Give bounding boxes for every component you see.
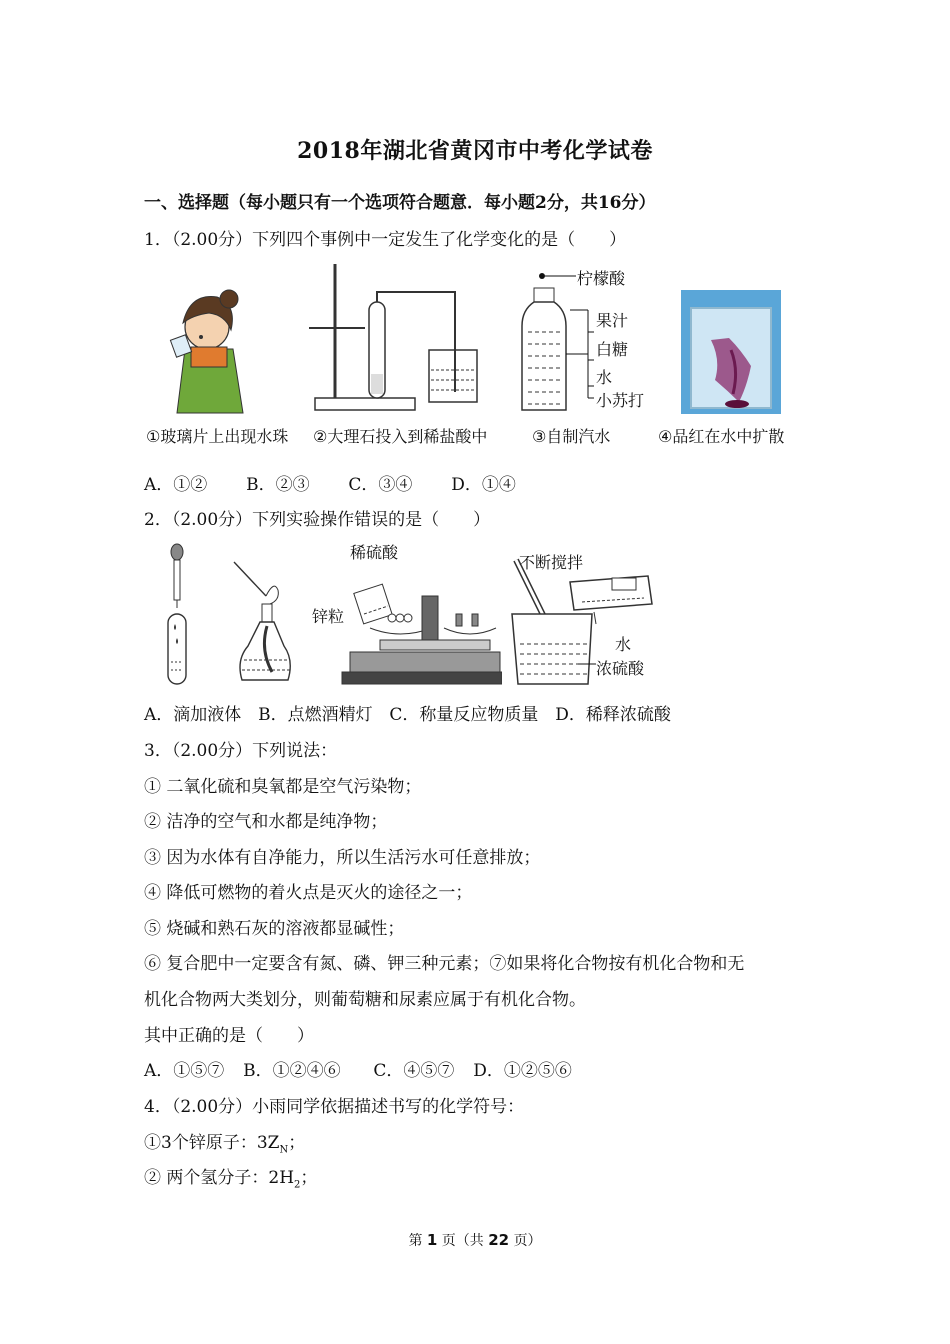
q3-item-2: ② 洁净的空气和水都是纯净物；	[144, 812, 388, 832]
q2-figure-alcohol-lamp	[232, 560, 296, 688]
q1-figure-girl	[145, 285, 255, 415]
q3-option-c: C．④⑤⑦	[373, 1061, 455, 1081]
q1-option-c: C．③④	[348, 475, 413, 495]
bottle-label-citric-acid: 柠檬酸	[577, 269, 626, 288]
q2-label-zinc-granules: 锌粒	[312, 607, 345, 626]
q1-figure-beaker-dye	[681, 290, 781, 414]
q1-caption-4: ④品红在水中扩散	[658, 427, 785, 446]
q1-option-d: D．①④	[451, 475, 516, 495]
q3-item-6: ⑥ 复合肥中一定要含有氮、磷、钾三种元素；⑦如果将化合物按有机化合物和无	[144, 954, 745, 974]
q3-prompt: 其中正确的是（ ）	[144, 1026, 314, 1046]
q2-label-water: 水	[615, 635, 632, 654]
q2-option-c: C．称量反应物质量	[389, 705, 539, 725]
q2-label-conc-sulfuric-acid: 浓硫酸	[596, 659, 645, 678]
q1-option-a: A．①②	[144, 475, 208, 495]
q3-option-b: B．①②④⑥	[243, 1061, 341, 1081]
q2-figure-dropper	[162, 540, 194, 688]
bottle-label-baking-soda: 小苏打	[596, 391, 645, 410]
page-number: 1	[426, 1231, 438, 1249]
q3-stem: 3．（2.00分）下列说法：	[144, 741, 338, 761]
q4-item-2: ② 两个氢分子：$2H_2$；	[144, 1168, 318, 1191]
bottle-label-water: 水	[596, 368, 613, 387]
q3-item-4: ④ 降低可燃物的着火点是灭火的途径之一；	[144, 883, 473, 903]
bottle-label-juice: 果汁	[596, 311, 629, 330]
q1-stem: 1．（2.00分）下列四个事例中一定发生了化学变化的是（ ）	[144, 230, 627, 250]
q3-item-3: ③ 因为水体有自净能力，所以生活污水可任意排放；	[144, 848, 541, 868]
q2-options	[144, 700, 671, 725]
q3-item-6-cont: 机化合物两大类划分，则葡萄糖和尿素应属于有机化合物。	[144, 990, 586, 1010]
bottle-label-sugar: 白糖	[596, 340, 629, 359]
q2-label-dilute-sulfuric-acid: 稀硫酸	[350, 543, 399, 562]
q2-option-a: A．滴加液体	[144, 705, 242, 725]
q3-option-a: A．①⑤⑦	[144, 1061, 225, 1081]
q1-caption-3: ③自制汽水	[532, 427, 611, 446]
q2-option-b: B．点燃酒精灯	[258, 705, 373, 725]
q3-options	[144, 1056, 572, 1081]
q3-item-5: ⑤ 烧碱和熟石灰的溶液都显碱性；	[144, 919, 405, 939]
page-title: 2018年湖北省黄冈市中考化学试卷	[297, 138, 653, 164]
q2-label-stir: 不断搅拌	[519, 553, 584, 572]
q2-option-d: D．稀释浓硫酸	[555, 705, 671, 725]
q1-caption-2: ②大理石投入到稀盐酸中	[313, 427, 488, 446]
total-pages: 22	[488, 1231, 510, 1249]
q2-figure-balance	[340, 560, 502, 688]
q1-options	[144, 470, 516, 495]
q1-option-b: B．②③	[246, 475, 310, 495]
q4-stem: 4．（2.00分）小雨同学依据描述书写的化学符号：	[144, 1097, 525, 1117]
q1-caption-1: ①玻璃片上出现水珠	[146, 427, 289, 446]
q3-option-d: D．①②⑤⑥	[473, 1061, 572, 1081]
q1-figure-apparatus	[305, 262, 485, 414]
page-footer: 第 1 页（共 22 页）	[408, 1231, 542, 1249]
q2-stem: 2．（2.00分）下列实验操作错误的是（ ）	[144, 510, 491, 530]
q4-item-1: ①3个锌原子：$3Z_N$；	[144, 1133, 306, 1156]
q3-item-1: ① 二氧化硫和臭氧都是空气污染物；	[144, 777, 422, 797]
section-heading: 一、选择题（每小题只有一个选项符合题意．每小题2分，共16分）	[144, 193, 656, 213]
